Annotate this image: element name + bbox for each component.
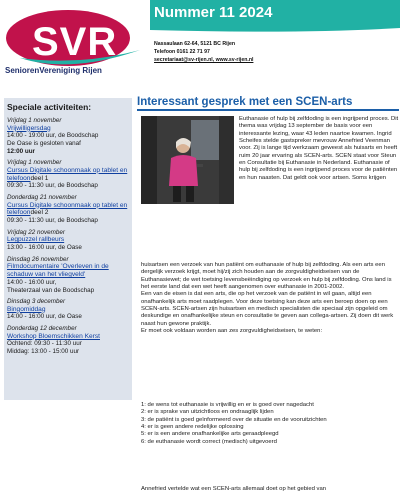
event-info: 09:30 - 11:30 uur, de Boodschap <box>7 182 98 190</box>
event-item <box>7 298 129 321</box>
event-item <box>7 159 129 190</box>
phone-line: Telefoon 0161 22 71 97 <box>154 49 210 56</box>
article <box>137 96 400 492</box>
newsletter-header <box>0 0 400 74</box>
paragraph: Er moet ook voldaan worden aan zes zorgvuldigheidseisen, te weten: <box>141 328 323 335</box>
contact-line[interactable]: secretariaat@sv-rijen.nl, www.sv-rijen.nl <box>154 57 254 64</box>
list-item: 5: er is een andere onafhankelijke arts geraadpleegd <box>141 431 279 438</box>
event-date: Vrijdag 22 november <box>7 228 65 236</box>
issue-number: Nummer 11 2024 <box>154 4 273 21</box>
article-intro: Euthanasie of hulp bij zelfdoding is een ingrijpend proces. Dit thema was vrijdag 13 september de basis voor een interessante lezing, waar 43 leden naartoe kwamen. Ingrid Scheifes stelde gastspreker mevrouw Annefried Veenman voor. Zij is lange tijd werkzaam geweest als huisarts en heeft ruim 20 jaar ervaring als SCEN-arts. SCEN staat voor Steun en Consultatie bij Euthanasie in Nederland. Euthanasie of hulp bij zelfdoding is een ingrijpend proces voor de patiënten en hun naasten. Dat geldt ook voor artsen. Soms krijgen <box>239 116 399 181</box>
event-item <box>7 117 129 155</box>
speaker-photo <box>141 116 234 204</box>
event-item <box>7 229 129 252</box>
event-date: Vrijdag 1 november <box>7 159 62 167</box>
paragraph: huisartsen een verzoek van hun patiënt om euthanasie of hulp bij zelfdoding. Als een arts een dergelijk verzoek krijgt, moet hij/zij zich houden aan de zorgvuldigheidseisen van de Euthanasiewet; de wet toetsing levensbeëindiging op verzoek en hulp bij zelfdoding. Ons land is het eerste land dat een wet heeft aangenomen over euthanasie in 2001-2002. <box>141 262 392 291</box>
event-link[interactable]: Cursus Digitale schoonmaak op tablet en telefoondeel 1 <box>7 166 128 182</box>
event-info: 14:00 - 19:00 uur, de Boodschap <box>7 132 99 140</box>
event-info: 09:30 - 11:30 uur, de Boodschap <box>7 217 98 225</box>
event-link[interactable]: Vrijwilligersdag <box>7 124 51 132</box>
event-info: Ochtend: 09:30 - 11:30 uur <box>7 340 82 348</box>
event-date: Dinsdag 26 november <box>7 255 69 263</box>
article-body <box>141 262 400 335</box>
event-date: Donderdag 12 december <box>7 325 77 333</box>
event-info: Theaterzaal van de Boodschap <box>7 286 95 294</box>
event-item <box>7 325 129 356</box>
list-item: 4: er is geen andere redelijke oplossing <box>141 424 244 431</box>
logo-subtitle: SeniorenVereniging Rijen <box>5 66 102 75</box>
address-block <box>154 40 253 65</box>
photo-illustration <box>141 116 234 204</box>
address-line: Nassaulaan 62-64, 5121 BC Rijen <box>154 41 236 47</box>
event-item <box>7 256 129 294</box>
activities-sidebar <box>4 98 132 400</box>
logo: SVR <box>32 20 118 64</box>
event-link[interactable]: Workshop Bloemschikken Kerst <box>7 332 100 340</box>
event-date: Dinsdag 3 december <box>7 298 66 306</box>
event-info: 13:00 - 16:00 uur, de Oase <box>7 244 82 252</box>
list-item: 1: de wens tot euthanasie is vrijwillig en er is goed over nagedacht <box>141 402 314 408</box>
list-item: 3: de patiënt is goed geïnformeerd over de situatie en de vooruitzichten <box>141 416 327 423</box>
list-item: 2: er is sprake van uitzichtloos en ondraaglijk lijden <box>141 409 274 416</box>
event-date: Vrijdag 1 november <box>7 117 62 124</box>
event-item <box>7 194 129 225</box>
event-info: 14:00 - 16:00 uur, de Oase <box>7 313 82 321</box>
event-link[interactable]: Legpuzzel rallbeurs <box>7 236 65 244</box>
requirements-list <box>141 402 400 446</box>
list-item: 6: de euthanasie wordt correct (medisch) uitgevoerd <box>141 438 277 445</box>
sidebar-heading: Speciale activiteiten: <box>7 102 92 112</box>
paragraph: Een van de eisen is dat een arts, die op het verzoek van de patiënt in wil gaan, altijd een onafhankelijk arts moet raadplegen. Voor deze toetsing kan deze arts een beroep doen op een SCEN-arts. SCEN-artsen zijn huisartsen en medisch specialisten die speciaal zijn opgeleid om deskundige en onafhankelijke steun en consultatie te geven aan collega-artsen. Zij doen dit werk naast hun gewone praktijk. <box>141 291 394 327</box>
article-title: Interessant gesprek met een SCEN-arts <box>137 96 399 111</box>
event-info: 14:00 - 16:00 uur, <box>7 278 57 286</box>
event-date: Donderdag 21 november <box>7 193 77 201</box>
event-info: 12:00 uur <box>7 147 35 155</box>
event-link[interactable]: Cursus Digitale schoonmaak op tablet en telefoondeel 2 <box>7 201 128 217</box>
event-info: Middag: 13:00 - 15:00 uur <box>7 348 80 356</box>
event-link[interactable]: Bingomiddag <box>7 305 46 313</box>
paragraph: Annefried vertelde wat een SCEN-arts allemaal doet op het gebied van <box>141 486 327 492</box>
event-info: De Oase is gesloten vanaf <box>7 139 81 147</box>
event-link[interactable]: Filmdocumentaire 'Overleven in de schaduw van het vliegveld' <box>7 263 109 279</box>
